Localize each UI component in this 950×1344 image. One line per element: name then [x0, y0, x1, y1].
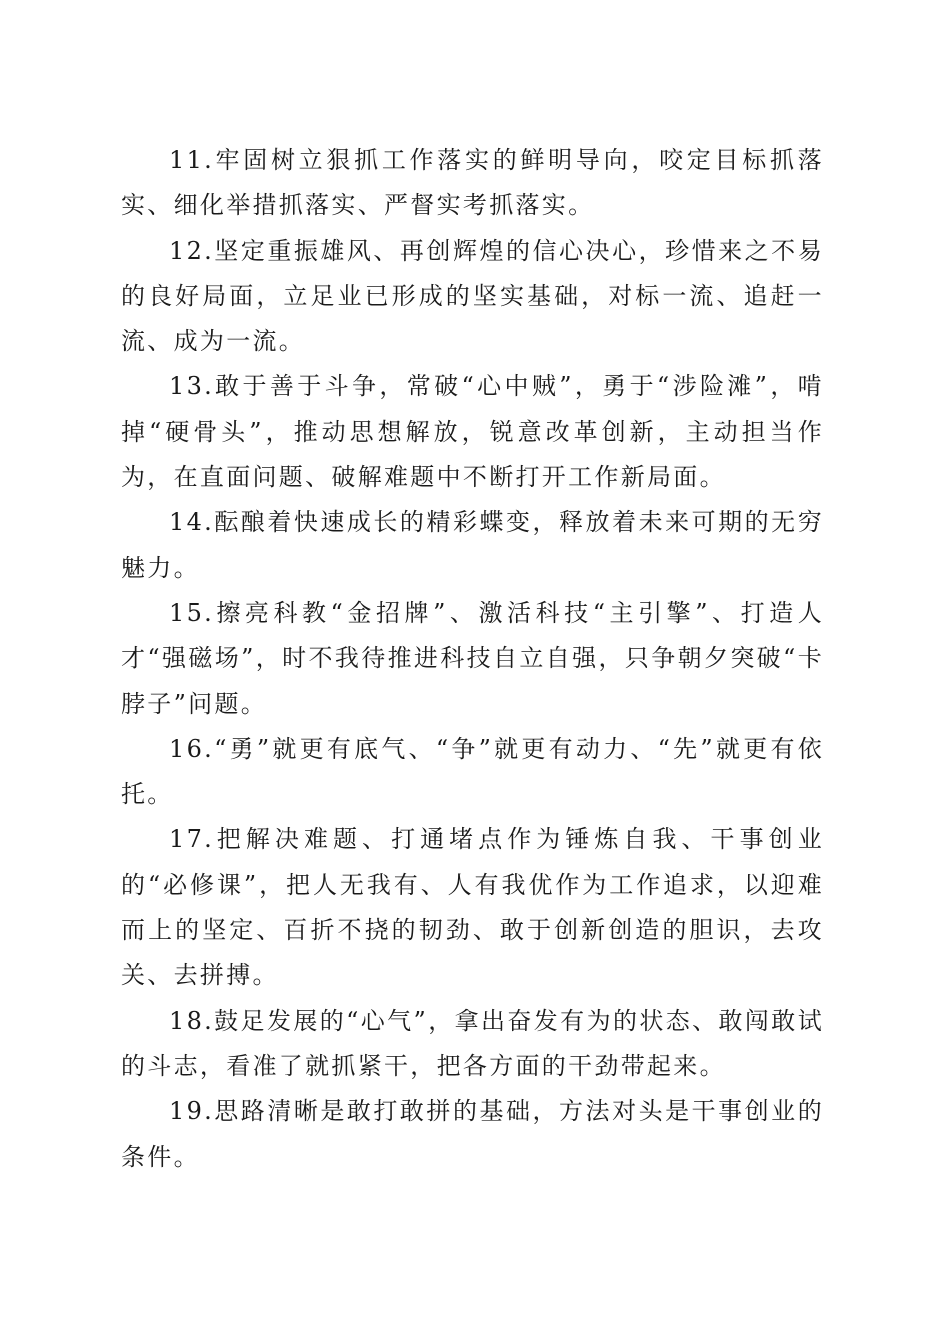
- paragraph-12: 12.坚定重振雄风、再创辉煌的信心决心，珍惜来之不易的良好局面，立足业已形成的坚实基础，对标一流、追赶一流、成为一流。: [121, 236, 824, 356]
- paragraph-18: 18.鼓足发展的“心气”，拿出奋发有为的状态、敢闯敢试的斗志，看准了就抓紧干，把各方面的干劲带起来。: [121, 1006, 824, 1080]
- paragraph-16: 16.“勇”就更有底气、“争”就更有动力、“先”就更有依托。: [121, 734, 824, 809]
- paragraph-15: 15.擦亮科教“金招牌”、激活科技“主引擎”、打造人才“强磁场”，时不我待推进科技自立自强，只争朝夕突破“卡脖子”问题。: [121, 598, 824, 718]
- paragraph-14: 14.酝酿着快速成长的精彩蝶变，释放着未来可期的无穷魅力。: [121, 508, 824, 582]
- paragraph-17: 17.把解决难题、打通堵点作为锤炼自我、干事创业的“必修课”，把人无我有、人有我优作为工作追求，以迎难而上的坚定、百折不挠的韧劲、敢于创新创造的胆识，去攻关、去拼搏。: [121, 825, 824, 990]
- document-body: [121, 138, 824, 1180]
- paragraph-19: 19.思路清晰是敢打敢拼的基础，方法对头是干事创业的条件。: [121, 1097, 824, 1171]
- paragraph-11: 11.牢固树立狠抓工作落实的鲜明导向，咬定目标抓落实、细化举措抓落实、严督实考抓落实。: [121, 146, 824, 220]
- paragraph-13: 13.敢于善于斗争，常破“心中贼”，勇于“涉险滩”，啃掉“硬骨头”，推动思想解放，锐意改革创新，主动担当作为，在直面问题、破解难题中不断打开工作新局面。: [121, 372, 824, 492]
